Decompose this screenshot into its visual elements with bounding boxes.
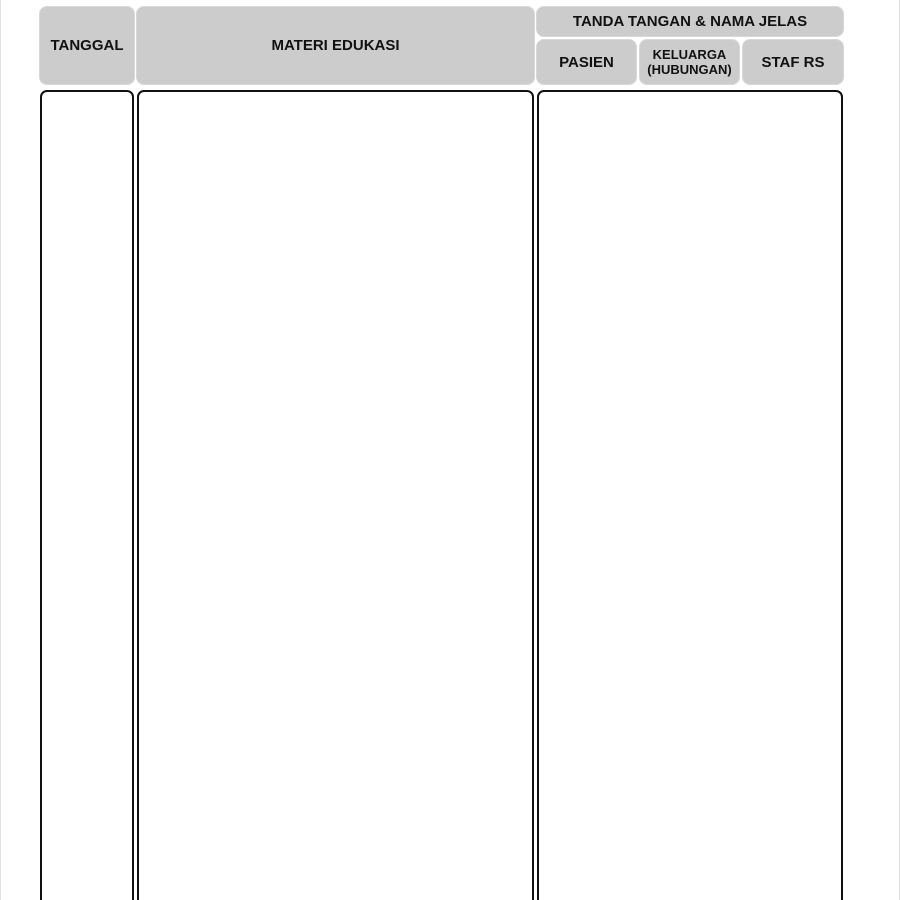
header-materi-edukasi-label: MATERI EDUKASI	[271, 37, 400, 54]
header-staf-rs	[743, 40, 843, 84]
header-tanggal	[40, 7, 134, 84]
tanggal-entry-area[interactable]	[40, 90, 134, 900]
header-tanggal-label: TANGGAL	[50, 37, 124, 54]
header-tanda-tangan-label: TANDA TANGAN & NAMA JELAS	[572, 13, 808, 30]
header-hubungan-label: (HUBUNGAN)	[647, 62, 732, 77]
header-pasien	[537, 40, 636, 84]
materi-edukasi-entry-area[interactable]	[137, 90, 534, 900]
header-staf-rs-label: STAF RS	[761, 53, 825, 71]
tanda-tangan-entry-area[interactable]	[537, 90, 843, 900]
page-edge-left	[0, 0, 1, 900]
header-keluarga-label: KELUARGA	[652, 47, 727, 62]
header-materi-edukasi	[137, 7, 534, 84]
header-keluarga	[640, 40, 739, 84]
header-pasien-label: PASIEN	[559, 53, 614, 71]
header-tanda-tangan	[537, 7, 843, 36]
